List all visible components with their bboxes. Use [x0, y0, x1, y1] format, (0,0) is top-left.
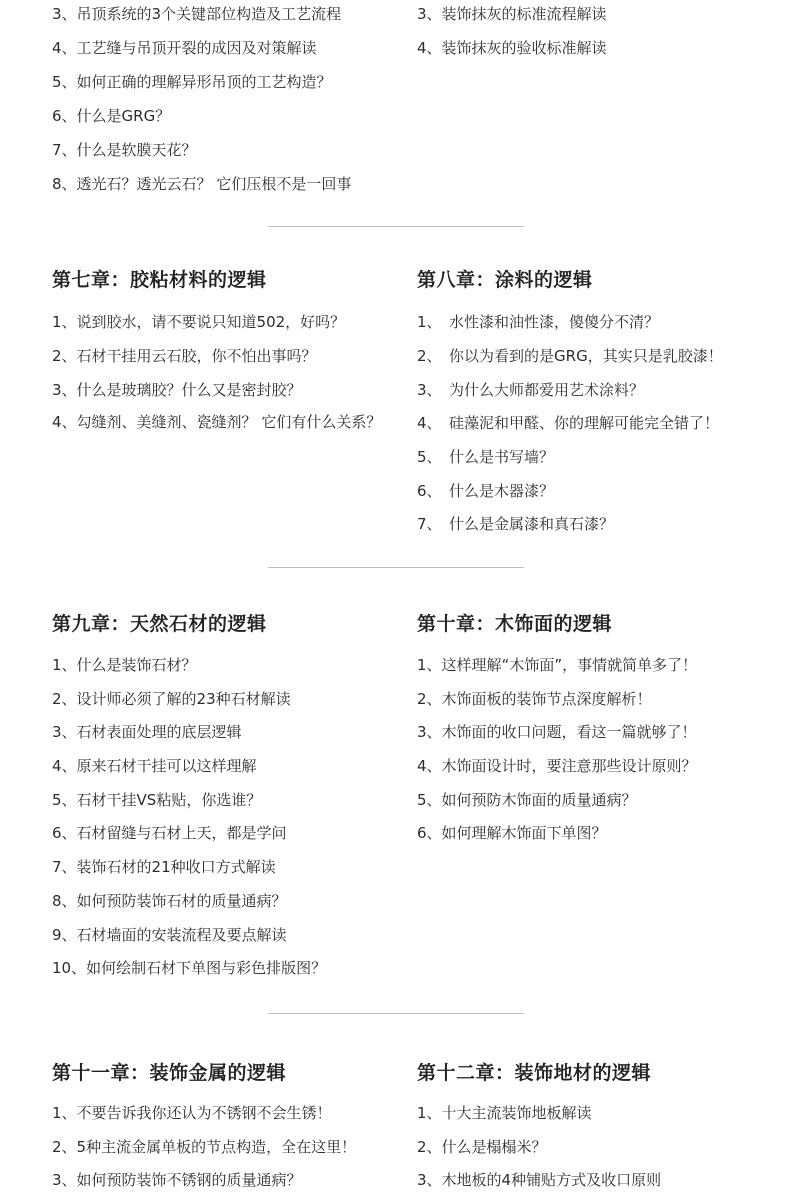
list-item: 5、 什么是书写墙？ — [417, 448, 555, 466]
chapter-title: 第八章：涂料的逻辑 — [417, 269, 593, 291]
list-item: 3、木饰面的收口问题，看这一篇就够了！ — [417, 723, 697, 741]
list-item: 4、 硅藻泥和甲醛、你的理解可能完全错了！ — [417, 414, 720, 432]
list-item: 6、 什么是木器漆？ — [417, 482, 555, 500]
list-item: 3、装饰抹灰的标准流程解读 — [417, 5, 607, 23]
chapter-title: 第十章：木饰面的逻辑 — [417, 613, 613, 635]
chapter-title: 第十一章：装饰金属的逻辑 — [52, 1062, 287, 1084]
list-item: 6、什么是GRG？ — [52, 107, 171, 125]
list-item: 4、工艺缝与吊顶开裂的成因及对策解读 — [52, 39, 317, 57]
list-item: 4、木饰面设计时，要注意那些设计原则？ — [417, 757, 697, 775]
list-item: 1、这样理解“木饰面”，事情就简单多了！ — [417, 656, 698, 674]
list-item: 10、如何绘制石材下单图与彩色排版图？ — [52, 959, 327, 977]
list-item: 8、如何预防装饰石材的质量通病？ — [52, 892, 287, 910]
list-item: 6、如何理解木饰面下单图？ — [417, 824, 607, 842]
list-item: 3、 为什么大师都爱用艺术涂料？ — [417, 381, 645, 399]
section-divider — [268, 1013, 524, 1014]
list-item: 2、5种主流金属单板的节点构造，全在这里！ — [52, 1138, 357, 1156]
list-item: 2、 你以为看到的是GRG，其实只是乳胶漆！ — [417, 347, 723, 365]
list-item: 7、 什么是金属漆和真石漆？ — [417, 515, 615, 533]
chapter-title: 第七章：胶粘材料的逻辑 — [52, 269, 267, 291]
list-item: 5、如何预防木饰面的质量通病？ — [417, 791, 637, 809]
list-item: 1、 水性漆和油性漆，傻傻分不清？ — [417, 313, 660, 331]
list-item: 2、设计师必须了解的23种石材解读 — [52, 690, 291, 708]
list-item: 1、十大主流装饰地板解读 — [417, 1104, 592, 1122]
chapter-title: 第九章：天然石材的逻辑 — [52, 613, 267, 635]
list-item: 7、什么是软膜天花？ — [52, 141, 197, 159]
chapter-title: 第十二章：装饰地材的逻辑 — [417, 1062, 652, 1084]
section-divider — [268, 226, 524, 227]
list-item: 3、木地板的4种铺贴方式及收口原则 — [417, 1171, 662, 1189]
list-item: 4、装饰抹灰的验收标准解读 — [417, 39, 607, 57]
list-item: 3、什么是玻璃胶？什么又是密封胶？ — [52, 381, 302, 399]
list-item: 1、不要告诉我你还认为不锈钢不会生锈！ — [52, 1104, 332, 1122]
list-item: 5、石材干挂VS粘贴，你选谁？ — [52, 791, 262, 809]
list-item: 4、原来石材干挂可以这样理解 — [52, 757, 257, 775]
list-item: 2、什么是榻榻米？ — [417, 1138, 547, 1156]
list-item: 7、装饰石材的21种收口方式解读 — [52, 858, 276, 876]
list-item: 6、石材留缝与石材上天，都是学问 — [52, 824, 287, 842]
list-item: 8、透光石？透光云石？ 它们压根不是一回事 — [52, 175, 352, 193]
list-item: 4、勾缝剂、美缝剂、瓷缝剂？ 它们有什么关系？ — [52, 413, 382, 431]
list-item: 3、石材表面处理的底层逻辑 — [52, 723, 242, 741]
list-item: 5、如何正确的理解异形吊顶的工艺构造？ — [52, 73, 332, 91]
list-item: 9、石材墙面的安装流程及要点解读 — [52, 926, 287, 944]
list-item: 3、如何预防装饰不锈钢的质量通病？ — [52, 1171, 302, 1189]
list-item: 2、石材干挂用云石胶，你不怕出事吗？ — [52, 347, 317, 365]
section-divider — [268, 567, 524, 568]
list-item: 1、什么是装饰石材？ — [52, 656, 197, 674]
list-item: 2、木饰面板的装饰节点深度解析！ — [417, 690, 652, 708]
list-item: 3、吊顶系统的3个关键部位构造及工艺流程 — [52, 5, 342, 23]
list-item: 1、说到胶水，请不要说只知道502，好吗？ — [52, 313, 346, 331]
